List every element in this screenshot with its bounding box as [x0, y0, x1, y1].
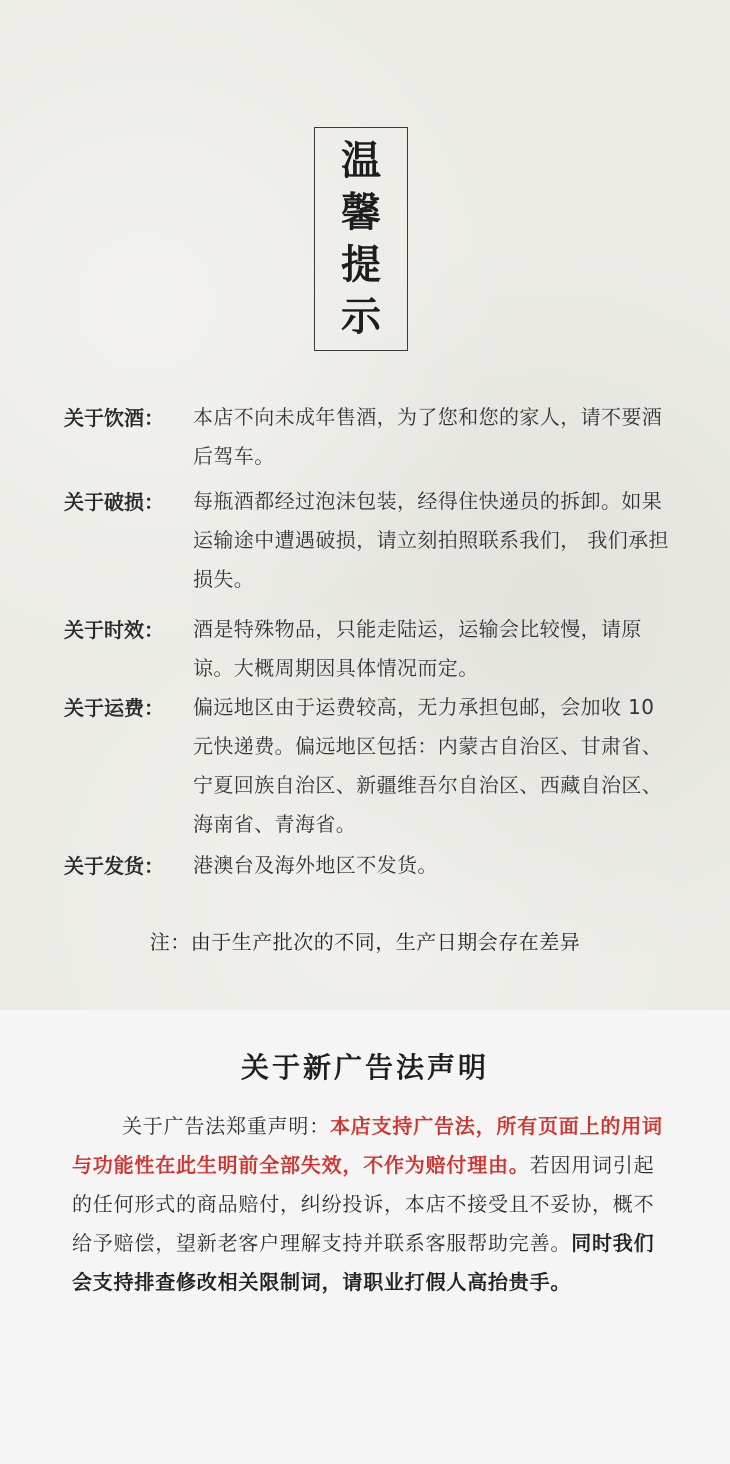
notice-label: 关于发货：: [64, 854, 164, 878]
notice-label: 关于运费：: [64, 696, 164, 720]
notice-text: 本店不向未成年售酒，为了您和您的家人，请不要酒后驾车。: [193, 405, 663, 468]
notice-label: 关于破损：: [64, 490, 164, 514]
notice-label: 关于饮酒：: [64, 406, 164, 430]
law-highlight: 本店支持广告法，所有页面上的用词与功能性在此生明前全部失效，不作为赔付理由。: [72, 1114, 663, 1177]
notice-label: 关于时效：: [64, 618, 164, 642]
law-statement: [72, 1107, 664, 1302]
title-char: 提: [341, 241, 381, 288]
notice-text: 偏远地区由于运费较高，无力承担包邮，会加收 10 元快递费。偏远地区包括：内蒙古自治区、甘肃省、宁夏回族自治区、新疆维吾尔自治区、西藏自治区、海南省、青海省。: [193, 695, 663, 836]
title-char: 温: [341, 137, 381, 184]
law-title: 关于新广告法声明: [240, 1051, 489, 1084]
law-closing: 同时我们会支持排查修改相关限制词，请职业打假人高抬贵手。: [72, 1231, 655, 1294]
notice-text: 酒是特殊物品，只能走陆运，运输会比较慢，请原谅。大概周期因具体情况而定。: [193, 617, 642, 680]
law-intro: 关于广告法郑重声明：: [122, 1114, 330, 1138]
notice-text: 每瓶酒都经过泡沫包装，经得住快递员的拆卸。如果运输途中遭遇破损，请立刻拍照联系我们， 我们承担损失。: [193, 489, 669, 591]
title-box: [314, 127, 408, 351]
production-date-note: 注：由于生产批次的不同，生产日期会存在差异: [149, 930, 581, 954]
notice-text: 港澳台及海外地区不发货。: [193, 853, 438, 877]
title-char: 馨: [341, 189, 381, 236]
law-body: 若因用词引起的任何形式的商品赔付，纠纷投诉，本店不接受且不妥协，概不给予赔偿，望新老客户理解支持并联系客服帮助完善。: [72, 1153, 655, 1255]
title-char: 示: [341, 293, 381, 340]
